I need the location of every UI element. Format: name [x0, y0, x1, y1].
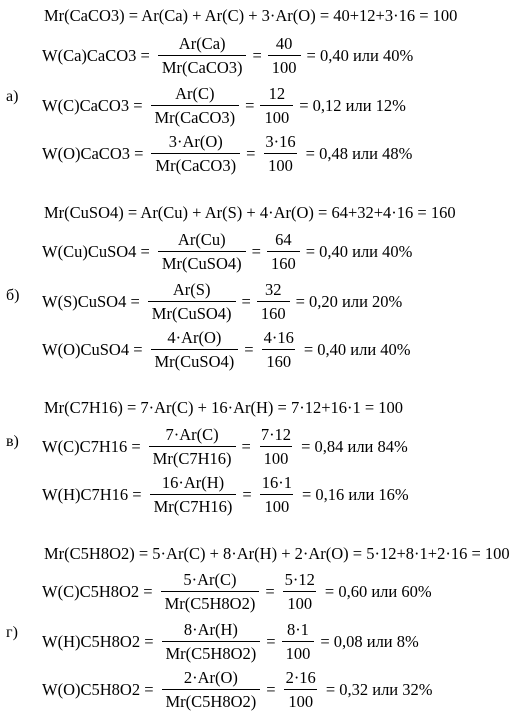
- result-text: = 0,40 или 40%: [303, 339, 411, 359]
- numeric-fraction: [258, 473, 296, 516]
- denominator: 160: [257, 301, 290, 323]
- result-text: = 0,08 или 8%: [320, 631, 419, 651]
- symbolic-fraction: [150, 473, 237, 516]
- result-text: = 0,12 или 12%: [299, 95, 406, 115]
- numerator: 12: [268, 84, 286, 103]
- numerator: Ar(S): [172, 280, 211, 299]
- numerator: 7·12: [260, 425, 292, 444]
- denominator: 100: [282, 641, 315, 663]
- numerator: 3·Ar(O): [168, 132, 223, 151]
- equation-lhs: W(O)C5H8O2 =: [42, 679, 154, 699]
- numeric-fraction: [281, 570, 319, 613]
- equation-lhs: W(C)C5H8O2 =: [42, 581, 153, 601]
- equation-lhs: W(O)CuSO4 =: [42, 339, 143, 359]
- equals-sign: =: [251, 241, 261, 261]
- fraction-equation: [42, 668, 433, 711]
- numerator: Ar(C): [175, 84, 215, 103]
- denominator: 100: [260, 494, 293, 516]
- denominator: 100: [268, 55, 301, 77]
- equation-lhs: W(H)C5H8O2 =: [42, 631, 154, 651]
- numerator: 5·Ar(C): [183, 570, 237, 589]
- denominator: Mr(C5H8O2): [161, 591, 260, 613]
- symbolic-fraction: [151, 84, 240, 127]
- numeric-fraction: [282, 668, 320, 711]
- symbolic-fraction: [148, 280, 236, 323]
- denominator: Mr(CaCO3): [151, 153, 240, 175]
- denominator: Mr(C7H16): [150, 494, 237, 516]
- numerator: 8·1: [286, 620, 309, 639]
- fraction-equation: [42, 620, 419, 663]
- denominator: 100: [284, 689, 317, 711]
- equation-lhs: W(O)CaCO3 =: [42, 143, 144, 163]
- fraction-equation: [42, 425, 408, 468]
- equals-sign: =: [265, 581, 275, 601]
- denominator: Mr(CaCO3): [158, 55, 247, 77]
- numerator: 32: [264, 280, 282, 299]
- equals-sign: =: [266, 679, 276, 699]
- numeric-fraction: [268, 34, 301, 77]
- equals-sign: =: [245, 95, 255, 115]
- denominator: Mr(CuSO4): [158, 251, 246, 273]
- equals-sign: =: [242, 484, 252, 504]
- numeric-fraction: [257, 280, 290, 323]
- denominator: Mr(C5H8O2): [162, 641, 261, 663]
- numerator: 64: [275, 230, 292, 249]
- symbolic-fraction: [158, 230, 246, 273]
- result-text: = 0,40 или 40%: [305, 241, 413, 261]
- denominator: 100: [260, 446, 293, 468]
- equals-sign: =: [252, 45, 262, 65]
- molar-mass-formula: Mr(CuSO4) = Ar(Cu) + Ar(S) + 4·Ar(O) = 64+32+4·16 = 160: [44, 203, 456, 222]
- fraction-equation: [42, 230, 412, 273]
- equation-lhs: W(C)C7H16 =: [42, 436, 141, 456]
- symbolic-fraction: [151, 328, 239, 371]
- numeric-fraction: [261, 132, 299, 175]
- denominator: 100: [283, 591, 316, 613]
- fraction-equation: [42, 328, 411, 371]
- equals-sign: =: [266, 631, 276, 651]
- numerator: 16·1: [261, 473, 292, 492]
- numerator: 8·Ar(H): [183, 620, 238, 639]
- numerator: 2·16: [285, 668, 316, 687]
- fraction-equation: [42, 280, 402, 323]
- denominator: 160: [267, 251, 300, 273]
- section-label: б): [6, 287, 20, 304]
- denominator: 160: [262, 349, 295, 371]
- numerator: 5·12: [284, 570, 315, 589]
- fraction-equation: [42, 473, 409, 516]
- equals-sign: =: [244, 339, 254, 359]
- denominator: Mr(CuSO4): [151, 349, 239, 371]
- result-text: = 0,20 или 20%: [295, 291, 403, 311]
- result-text: = 0,32 или 32%: [325, 679, 433, 699]
- numeric-fraction: [260, 328, 298, 371]
- denominator: 100: [260, 105, 293, 127]
- numerator: Ar(Ca): [178, 34, 226, 53]
- symbolic-fraction: [162, 620, 261, 663]
- equation-lhs: W(C)CaCO3 =: [42, 95, 143, 115]
- result-text: = 0,48 или 48%: [305, 143, 413, 163]
- equation-lhs: W(Ca)CaCO3 =: [42, 45, 150, 65]
- equation-lhs: W(S)CuSO4 =: [42, 291, 140, 311]
- numerator: 4·Ar(O): [167, 328, 222, 347]
- molar-mass-formula: Mr(CaCO3) = Ar(Ca) + Ar(C) + 3·Ar(O) = 40+12+3·16 = 100: [44, 6, 458, 25]
- fraction-equation: [42, 570, 432, 613]
- section-label: в): [6, 433, 19, 450]
- numeric-fraction: [257, 425, 295, 468]
- denominator: Mr(CaCO3): [151, 105, 240, 127]
- numeric-fraction: [267, 230, 300, 273]
- numerator: Ar(Cu): [177, 230, 226, 249]
- result-text: = 0,84 или 84%: [301, 436, 408, 456]
- equals-sign: =: [246, 143, 256, 163]
- symbolic-fraction: [161, 570, 260, 613]
- denominator: Mr(C5H8O2): [162, 689, 261, 711]
- numerator: 3·16: [265, 132, 296, 151]
- equation-lhs: W(Cu)CuSO4 =: [42, 241, 150, 261]
- fraction-equation: [42, 34, 413, 77]
- numerator: 2·Ar(O): [183, 668, 238, 687]
- numeric-fraction: [260, 84, 293, 127]
- result-text: = 0,60 или 60%: [324, 581, 432, 601]
- symbolic-fraction: [158, 34, 247, 77]
- fraction-equation: [42, 132, 412, 175]
- symbolic-fraction: [149, 425, 236, 468]
- numeric-fraction: [282, 620, 315, 663]
- numerator: 4·16: [263, 328, 294, 347]
- equals-sign: =: [241, 436, 251, 456]
- symbolic-fraction: [162, 668, 261, 711]
- symbolic-fraction: [151, 132, 240, 175]
- denominator: Mr(CuSO4): [148, 301, 236, 323]
- result-text: = 0,16 или 16%: [301, 484, 409, 504]
- numerator: 7·Ar(C): [165, 425, 219, 444]
- equals-sign: =: [241, 291, 251, 311]
- molar-mass-formula: Mr(C5H8O2) = 5·Ar(C) + 8·Ar(H) + 2·Ar(O) = 5·12+8·1+2·16 = 100: [44, 544, 510, 563]
- fraction-equation: [42, 84, 406, 127]
- equation-lhs: W(H)C7H16 =: [42, 484, 142, 504]
- numerator: 16·Ar(H): [161, 473, 225, 492]
- result-text: = 0,40 или 40%: [306, 45, 414, 65]
- denominator: 100: [264, 153, 297, 175]
- section-label: а): [6, 88, 19, 105]
- numerator: 40: [275, 34, 293, 53]
- molar-mass-formula: Mr(C7H16) = 7·Ar(C) + 16·Ar(H) = 7·12+16·1 = 100: [44, 398, 404, 417]
- denominator: Mr(C7H16): [149, 446, 236, 468]
- section-label: г): [6, 624, 18, 641]
